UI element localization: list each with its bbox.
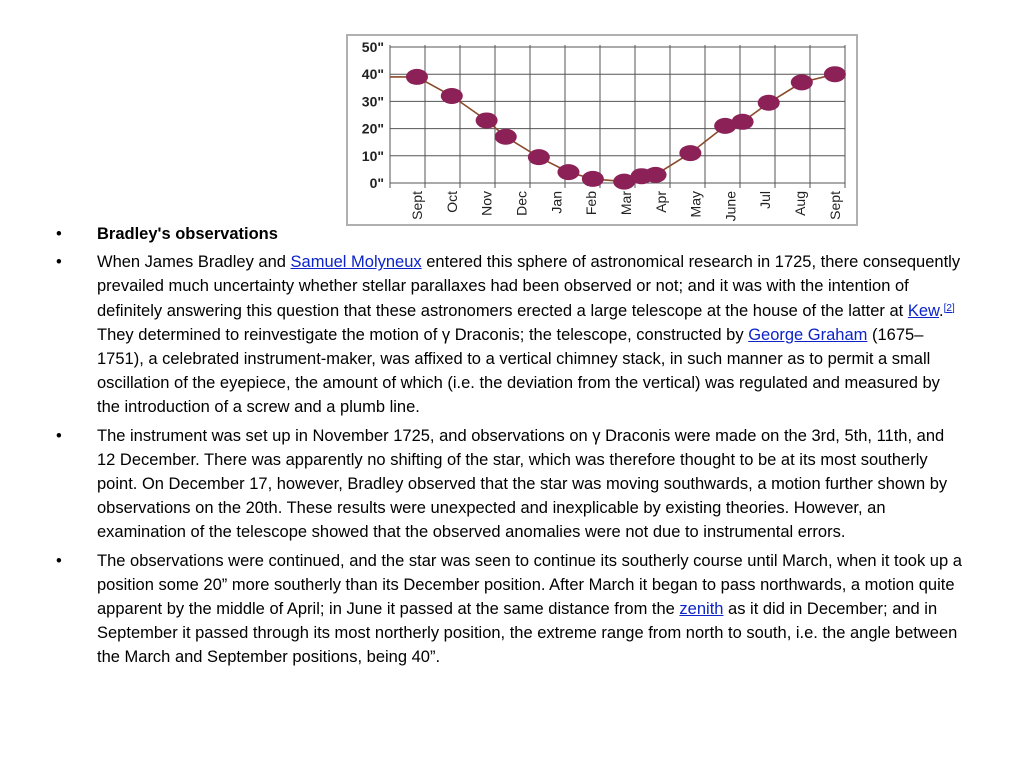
x-tick-label: Feb bbox=[583, 191, 600, 216]
paragraph-text: . bbox=[939, 301, 944, 320]
data-point bbox=[645, 167, 667, 183]
bullet-marker: • bbox=[56, 426, 62, 445]
bullet-marker: • bbox=[56, 253, 62, 272]
data-point bbox=[582, 171, 604, 187]
paragraph-text: The observations were continued, and the star was seen to continue its southerly course until March, when it took up a position some 20” more southerly than its December position. After March it began to pass northwards, a motion quite apparent by the middle of April; in June it passed at the same distance from the bbox=[97, 551, 962, 619]
x-tick-label: Aug bbox=[792, 191, 809, 216]
content-area bbox=[56, 222, 966, 674]
parallax-chart bbox=[348, 36, 856, 224]
y-tick-label: 50" bbox=[361, 39, 384, 55]
paragraph-text: entered this sphere of astronomical research in 1725, there consequently prevailed much uncertainty whether stellar parallaxes had been observed or not; and it was with the intention of definitely answering this question that these astronomers erected a large telescope at the house of the latter at bbox=[97, 253, 961, 320]
paragraph-text: The instrument was set up in November 1725, and observations on γ Draconis were made on the 3rd, 5th, 11th, and 12 December. There was apparently no shifting of the star, which was therefore thought to be at its most southerly point. On December 17, however, Bradley observed that the star was moving southwards, a motion further shown by observations on the 20th. These results were unexpected and inexplicable by existing theories. However, an examination of the telescope showed that the observed anomalies were not due to instrumental errors. bbox=[97, 426, 948, 542]
list-item bbox=[56, 549, 966, 670]
bullet-list bbox=[56, 222, 966, 670]
x-tick-label: Jul bbox=[757, 191, 774, 209]
x-tick-label: Oct bbox=[443, 191, 460, 213]
data-point bbox=[476, 112, 498, 128]
paragraph-text: as it did in December; and in September it passed through its most northerly position, the extreme range from north to south, i.e. the angle between the March and September positions, being 40”. bbox=[97, 600, 958, 667]
chart-figure bbox=[346, 34, 858, 226]
paragraph-text: They determined to reinvestigate the motion of γ Draconis; the telescope, constructed by bbox=[97, 325, 749, 344]
x-tick-label: Sept bbox=[826, 191, 843, 220]
x-tick-label: Dec bbox=[513, 191, 530, 216]
x-tick-label: Jan bbox=[548, 191, 565, 214]
data-point bbox=[791, 74, 813, 90]
data-point bbox=[679, 145, 701, 161]
x-tick-label: Mar bbox=[617, 191, 634, 216]
bullet-marker: • bbox=[56, 225, 62, 243]
y-tick-label: 20" bbox=[361, 120, 384, 137]
link-kew[interactable]: Kew bbox=[907, 301, 940, 320]
x-tick-label: May bbox=[687, 191, 704, 218]
data-point bbox=[758, 95, 780, 111]
x-tick-label: Apr bbox=[652, 191, 669, 213]
bullet-marker: • bbox=[56, 551, 62, 570]
data-point bbox=[441, 88, 463, 104]
data-point bbox=[495, 129, 517, 145]
x-tick-label: June bbox=[722, 191, 739, 222]
data-point bbox=[732, 114, 754, 130]
link-samuel-molyneux[interactable]: Samuel Molyneux bbox=[290, 253, 422, 272]
y-tick-label: 10" bbox=[361, 147, 384, 164]
data-point bbox=[528, 149, 550, 165]
list-item bbox=[56, 222, 966, 246]
y-tick-label: 40" bbox=[361, 66, 384, 83]
list-item bbox=[56, 424, 966, 545]
citation-link[interactable]: [2] bbox=[943, 302, 955, 314]
link-zenith[interactable]: zenith bbox=[679, 600, 724, 619]
y-tick-label: 30" bbox=[361, 93, 384, 110]
data-point bbox=[824, 66, 846, 82]
paragraph-text: When James Bradley and bbox=[97, 253, 291, 272]
y-tick-label: 0" bbox=[369, 175, 384, 191]
x-tick-label: Nov bbox=[478, 191, 495, 216]
x-tick-label: Sept bbox=[408, 191, 425, 220]
list-item bbox=[56, 250, 966, 419]
data-point bbox=[557, 164, 579, 180]
paragraph-text: (1675–1751), a celebrated instrument-maker, was affixed to a vertical chimney stack, in such manner as to permit a small oscillation of the eyepiece, the amount of which (i.e. the deviation from the vertical) was regulated and measured by the introduction of a screw and a plumb line. bbox=[97, 325, 940, 417]
section-heading: Bradley's observations bbox=[97, 225, 278, 243]
link-george-graham[interactable]: George Graham bbox=[748, 325, 868, 344]
data-point bbox=[406, 69, 428, 85]
